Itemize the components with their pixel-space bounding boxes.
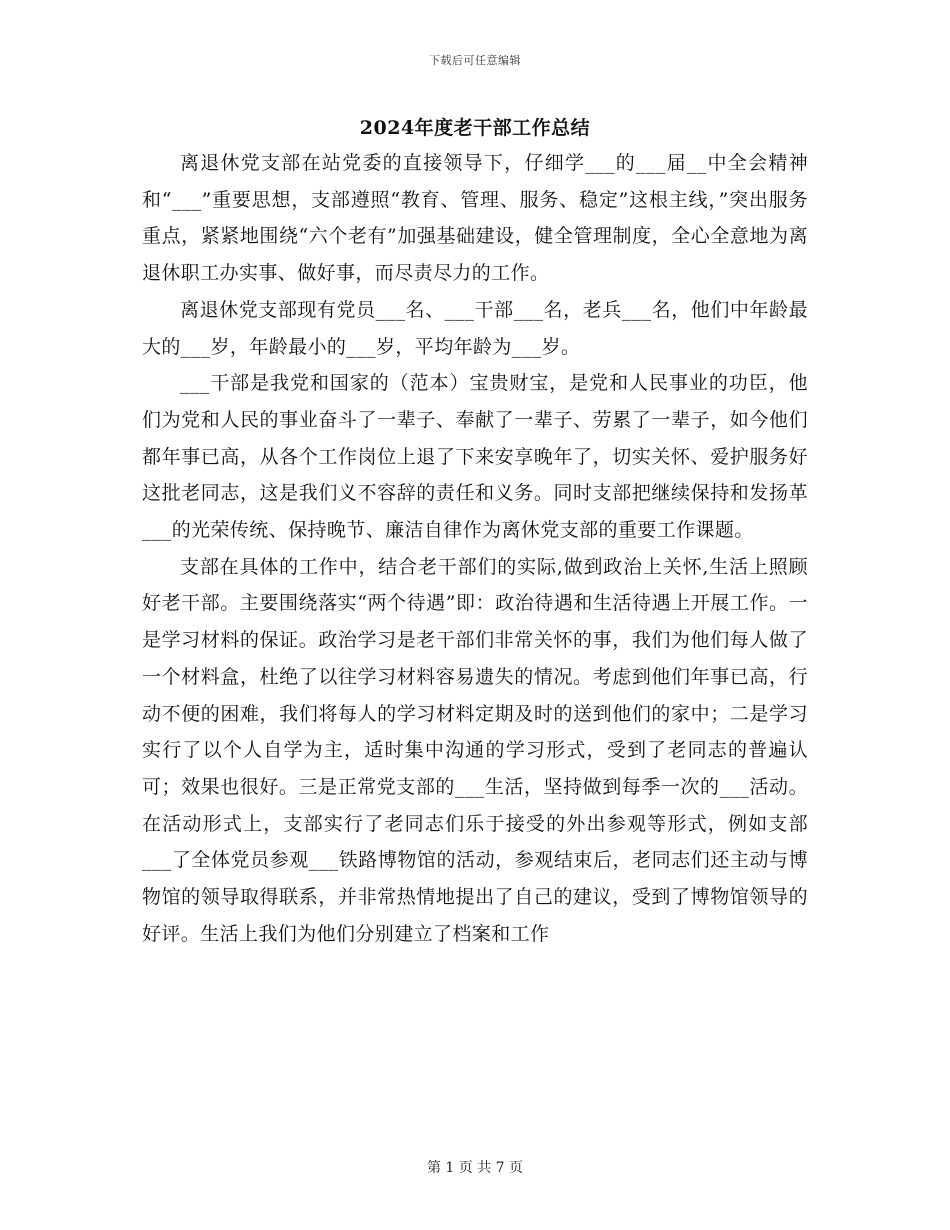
document-title: 2024年度老干部工作总结 (359, 117, 591, 139)
paragraph-2: 离退休党支部现有党员___名、___干部___名，老兵___名，他们中年龄最大的___岁，年龄最小的___岁，平均年龄为___岁。 (142, 298, 808, 358)
header-note: 下载后可任意编辑 (429, 54, 521, 67)
paragraph-3: ___干部是我党和国家的（范本）宝贵财宝，是党和人民事业的功臣，他们为党和人民的事业奋斗了一辈子、奉献了一辈子、劳累了一辈子，如今他们都年事已高，从各个工作岗位上退了下来安享晚年了，切实关怀、爱护服务好这批老同志，这是我们义不容辞的责任和义务。同时支部把继续保持和发扬革___的光荣传统、保持晚节、廉洁自律作为离休党支部的重要工作课题。 (142, 372, 808, 542)
document-body (142, 145, 808, 952)
page-number: 第 1 页 共 7 页 (426, 1160, 524, 1176)
paragraph-4: 支部在具体的工作中，结合老干部们的实际,做到政治上关怀,生活上照顾好老干部。主要围绕落实“两个待遇”即：政治待遇和生活待遇上开展工作。一是学习材料的保证。政治学习是老干部们非常关怀的事，我们为他们每人做了一个材料盒，杜绝了以往学习材料容易遗失的情况。考虑到他们年事已高，行动不便的困难，我们将每人的学习材料定期及时的送到他们的家中；二是学习实行了以个人自学为主，适时集中沟通的学习形式，受到了老同志的普遍认可；效果也很好。三是正常党支部的___生活，坚持做到每季一次的___活动。在活动形式上，支部实行了老同志们乐于接受的外出参观等形式，例如支部___了全体党员参观___铁路博物馆的活动，参观结束后，老同志们还主动与博物馆的领导取得联系，并非常热情地提出了自己的建议，受到了博物馆领导的好评。生活上我们为他们分别建立了档案和工作 (142, 555, 808, 945)
paragraph-1: 离退休党支部在站党委的直接领导下，仔细学___的___届__中全会精神和“___”重要思想，支部遵照“教育、管理、服务、稳定”这根主线，”突出服务重点，紧紧地围绕“六个老有”加强基础建设，健全管理制度，全心全意地为离退休职工办实事、做好事，而尽责尽力的工作。 (142, 152, 808, 285)
